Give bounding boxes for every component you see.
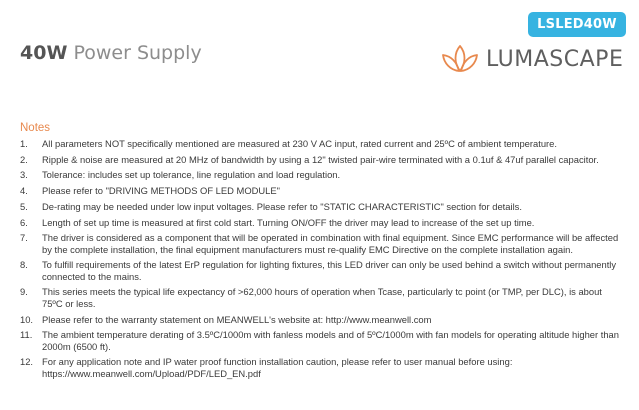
page-title (20, 42, 202, 64)
note-text: De-rating may be needed under low input voltages. Please refer to "STATIC CHARACTERISTIC" section for details. (42, 200, 522, 212)
note-item (20, 217, 620, 228)
notes-list (20, 138, 620, 383)
note-number: 10. (20, 313, 34, 325)
model-badge: LSLED40W (528, 12, 626, 37)
note-number: 12. (20, 356, 34, 368)
note-number: 7. (20, 232, 28, 244)
note-text: Please refer to "DRIVING METHODS OF LED MODULE" (42, 185, 280, 197)
note-number: 4. (20, 185, 28, 197)
note-item (20, 154, 620, 165)
note-item (20, 259, 620, 282)
note-item (20, 314, 620, 325)
note-number: 5. (20, 200, 28, 212)
note-text: For any application note and IP water proof function installation caution, please refer to user manual before using: https://www.meanwell.com/Upload/PDF/LED_EN.pdf (42, 356, 513, 379)
note-item (20, 329, 620, 352)
note-text: Length of set up time is measured at first cold start. Turning ON/OFF the driver may lead to increase of the set up time. (42, 216, 535, 228)
lotus-leaf-icon (440, 43, 480, 75)
note-number: 11. (20, 329, 33, 341)
note-text: Ripple & noise are measured at 20 MHz of bandwidth by using a 12" twisted pair-wire terminated with a 0.1uf & 47uf parallel capacitor. (42, 153, 599, 165)
note-text: The ambient temperature derating of 3.5ºC/1000m with fanless models and of 5ºC/1000m with fan models for operating altitude higher than 2000m (6500 ft). (42, 329, 619, 352)
note-text: Tolerance: includes set up tolerance, line regulation and load regulation. (42, 169, 341, 181)
title-wattage: 40W (20, 42, 68, 64)
note-item (20, 169, 620, 180)
note-item (20, 356, 620, 379)
note-text: The driver is considered as a component that will be operated in combination with final equipment. Since EMC performance will be affected by the complete installation, the final equipment manufacturers must re-qualify EMC Directive on the complete installation again. (42, 232, 619, 255)
note-item (20, 185, 620, 196)
note-number: 1. (20, 138, 28, 149)
note-text: All parameters NOT specifically mentioned are measured at 230 V AC input, rated current and 25ºC of ambient temperature. (42, 138, 557, 149)
note-number: 3. (20, 169, 28, 181)
note-number: 2. (20, 153, 28, 165)
note-text: To fulfill requirements of the latest ErP regulation for lighting fixtures, this LED driver can only be used behind a switch without permanently connected to the mains. (42, 259, 617, 282)
note-number: 8. (20, 259, 28, 271)
note-number: 9. (20, 286, 28, 298)
note-text: This series meets the typical life expectancy of >62,000 hours of operation when Tcase, particularly tc point (or TMP, per DLC), is about 75ºC or less. (42, 286, 602, 309)
brand-name: LUMASCAPE (486, 46, 624, 72)
note-item (20, 232, 620, 255)
brand-logo (440, 42, 623, 76)
note-item (20, 286, 620, 309)
note-number: 6. (20, 216, 28, 228)
note-item (20, 201, 620, 212)
note-item (20, 138, 620, 149)
notes-heading: Notes (20, 122, 51, 134)
note-text: Please refer to the warranty statement on MEANWELL's website at: http://www.meanwell.com (42, 313, 432, 325)
title-text: Power Supply (73, 42, 202, 64)
